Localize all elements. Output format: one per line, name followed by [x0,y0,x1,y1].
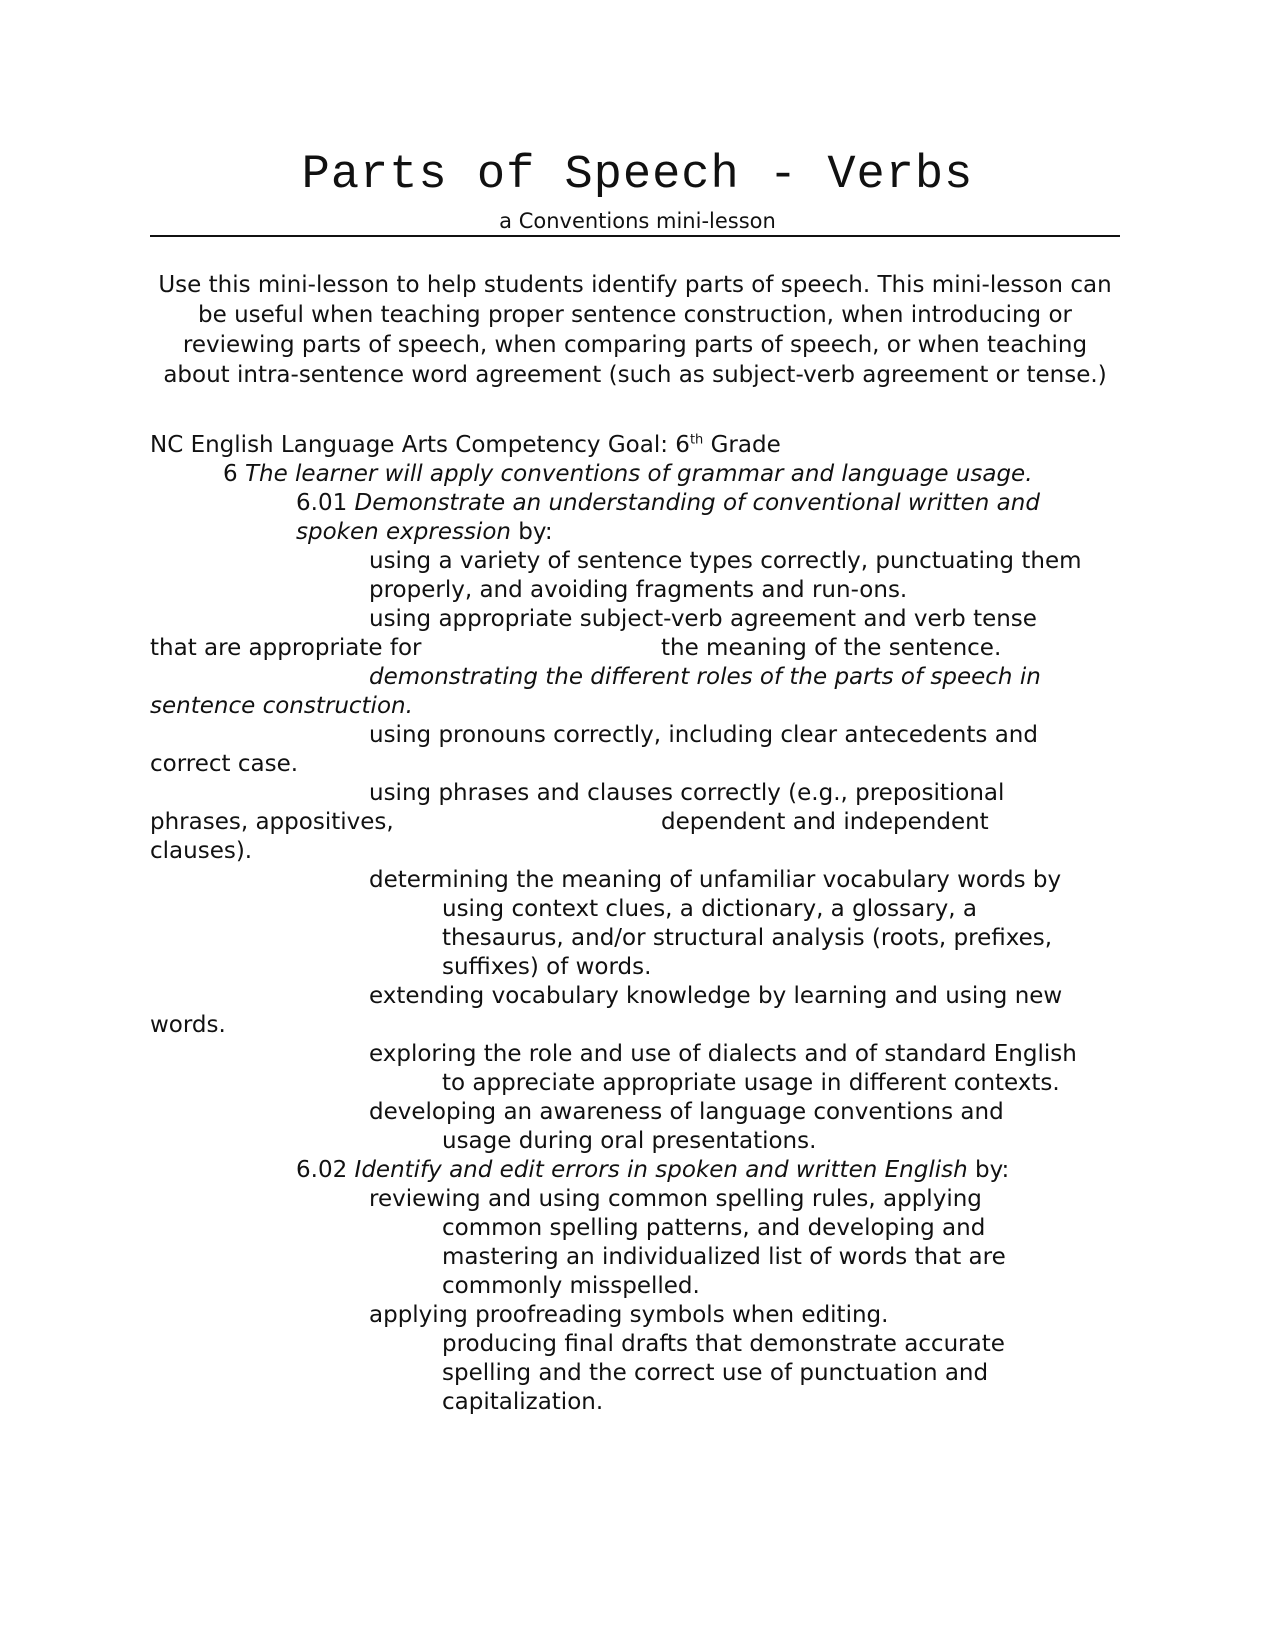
list-item: thesaurus, and/or structural analysis (roots, prefixes, [442,925,1053,951]
list-item: sentence construction. [150,693,413,719]
objective-602-by: by: [967,1157,1010,1183]
list-item: determining the meaning of unfamiliar vocabulary words by [369,867,1062,893]
list-item: using a variety of sentence types correctly, punctuating them [369,548,1082,574]
competency-goal-line [150,430,781,460]
goal-prefix: NC English Language Arts Competency Goal: 6 [150,432,690,458]
list-item: developing an awareness of language conventions and [369,1099,1004,1125]
list-item: capitalization. [442,1389,604,1415]
intro-paragraph: Use this mini-lesson to help students identify parts of speech. This mini-lesson can be useful when teaching proper sentence construction, when introducing or reviewing parts of speech, when comparing parts of speech, or when teaching about intra-sentence word agreement (such as subject-verb agreement or tense.) [158,272,1112,388]
goal-suffix: Grade [703,432,781,458]
objective-602-title [296,1155,1009,1185]
list-item: clauses). [150,838,253,864]
list-item: producing final drafts that demonstrate accurate [442,1331,1005,1357]
list-item: suffixes) of words. [442,954,652,980]
list-item: exploring the role and use of dialects and of standard English [369,1041,1077,1067]
list-item: using pronouns correctly, including clear antecedents and [369,722,1038,748]
list-item: reviewing and using common spelling rules, applying [369,1186,982,1212]
objective-601-title-cont [296,517,553,547]
goal-statement-number: 6 [223,461,245,487]
list-item: spelling and the correct use of punctuation and [442,1360,989,1386]
title-divider [150,235,1120,237]
objective-601-title [296,488,1040,518]
objective-602-title-text: Identify and edit errors in spoken and written English [354,1157,968,1183]
list-item: applying proofreading symbols when editing. [369,1302,889,1328]
objective-601-number: 6.01 [296,490,355,516]
list-item: to appreciate appropriate usage in different contexts. [442,1070,1060,1096]
list-item: usage during oral presentations. [442,1128,817,1154]
list-item: properly, and avoiding fragments and run-ons. [369,577,908,603]
goal-statement [223,459,1033,489]
list-item: dependent and independent [661,809,989,835]
objective-601-by: by: [511,519,553,545]
page-subtitle: a Conventions mini-lesson [499,209,776,233]
objective-601-title-line2: spoken expression [296,519,511,545]
list-item: mastering an individualized list of words that are [442,1244,1006,1270]
list-item: using context clues, a dictionary, a glossary, a [442,896,977,922]
list-item: that are appropriate for [150,635,422,661]
goal-statement-text: The learner will apply conventions of grammar and language usage. [244,461,1033,487]
objective-602-number: 6.02 [296,1157,355,1183]
list-item: extending vocabulary knowledge by learning and using new [369,983,1063,1009]
list-item: phrases, appositives, [150,809,394,835]
list-item: using phrases and clauses correctly (e.g., prepositional [369,780,1005,806]
list-item: the meaning of the sentence. [661,635,1002,661]
list-item: common spelling patterns, and developing and [442,1215,986,1241]
list-item: using appropriate subject-verb agreement and verb tense [369,606,1037,632]
page-title: Parts of Speech - Verbs [301,149,974,202]
list-item: correct case. [150,751,299,777]
list-item: words. [150,1012,226,1038]
objective-601-title-line1: Demonstrate an understanding of conventional written and [354,490,1040,516]
goal-superscript: th [689,432,704,448]
list-item: demonstrating the different roles of the parts of speech in [369,664,1041,690]
list-item: commonly misspelled. [442,1273,700,1299]
